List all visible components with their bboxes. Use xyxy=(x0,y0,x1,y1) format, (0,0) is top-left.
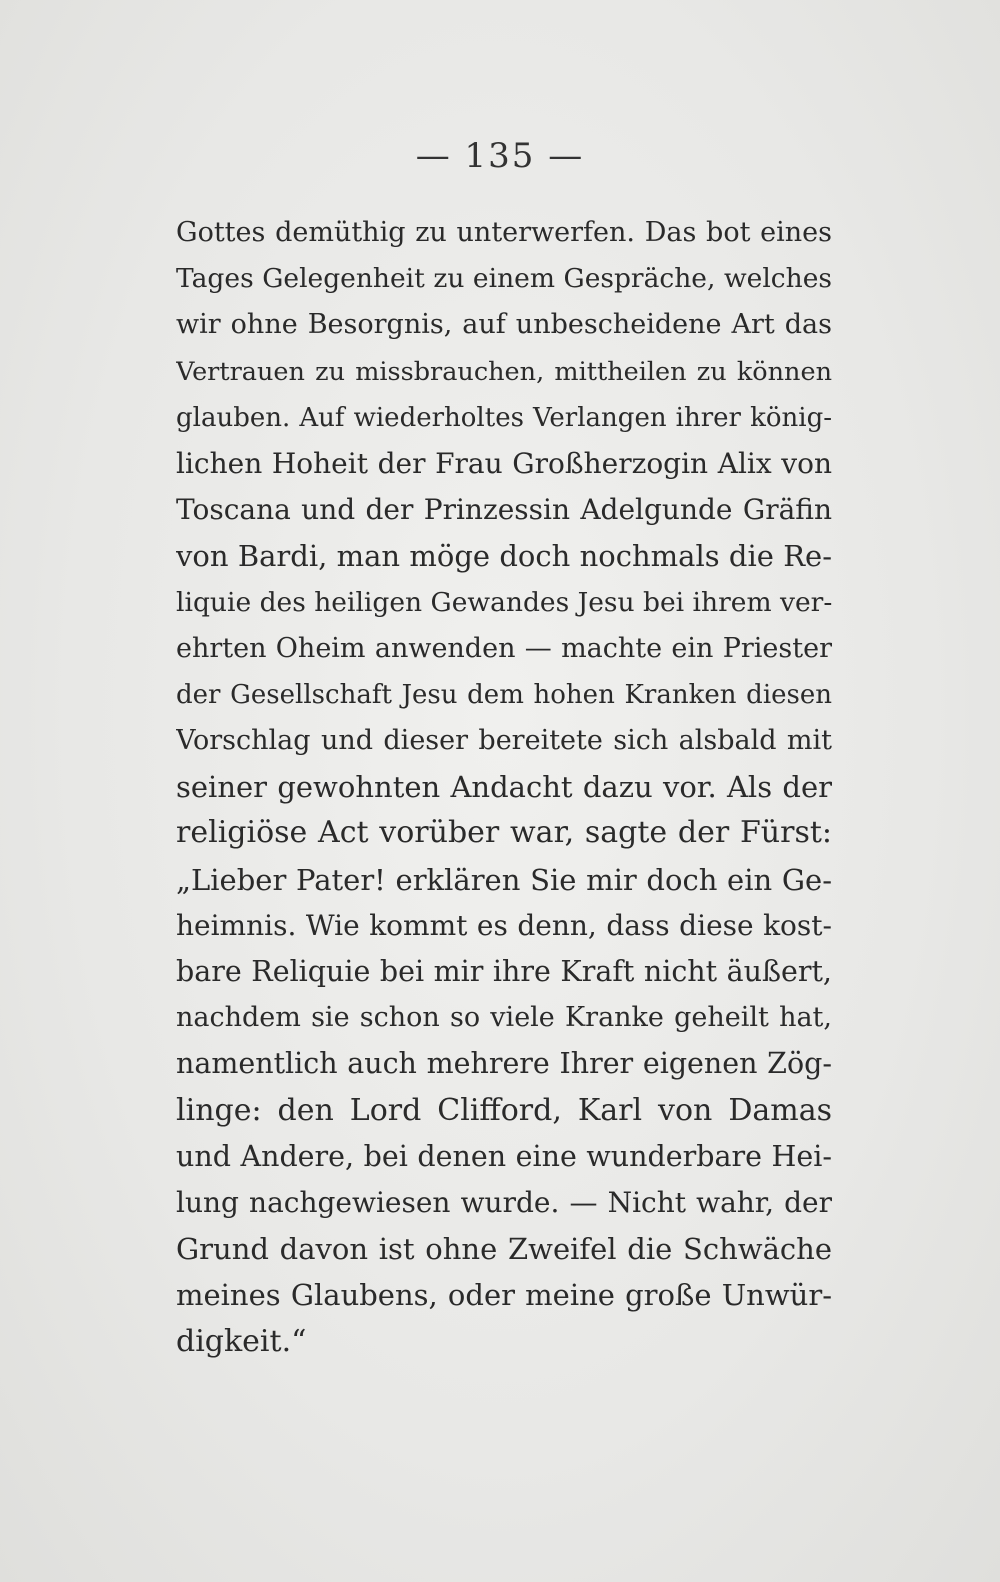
text-line: heimnis. Wie kommt es denn, dass diese kost- xyxy=(176,908,832,942)
text-line: meines Glaubens, oder meine große Unwür- xyxy=(176,1278,832,1313)
text-line: linge: den Lord Clifford, Karl von Damas xyxy=(176,1092,832,1128)
text-line: Vorschlag und dieser bereitete sich alsbald mit xyxy=(176,725,832,757)
text-line: namentlich auch mehrere Ihrer eigenen Zög- xyxy=(176,1047,832,1081)
text-line: Tages Gelegenheit zu einem Gespräche, welches xyxy=(176,263,832,295)
text-line: lichen Hoheit der Frau Großherzogin Alix von xyxy=(176,446,832,480)
text-line: seiner gewohnten Andacht dazu vor. Als der xyxy=(176,770,832,805)
text-line: bare Reliquie bei mir ihre Kraft nicht äußert, xyxy=(176,955,832,988)
text-line: der Gesellschaft Jesu dem hohen Kranken diesen xyxy=(176,679,832,710)
text-line: Vertrauen zu missbrauchen, mittheilen zu können xyxy=(176,356,832,387)
body-text xyxy=(176,210,832,1365)
text-line: von Bardi, man möge doch nochmals die Re- xyxy=(176,539,832,574)
text-line: liquie des heiligen Gewandes Jesu bei ihrem ver- xyxy=(176,586,832,618)
page-number: — 135 — xyxy=(415,136,585,176)
text-line: Gottes demüthig zu unterwerfen. Das bot eines xyxy=(176,217,832,248)
text-line: lung nachgewiesen wurde. — Nicht wahr, der xyxy=(176,1185,832,1219)
text-line: und Andere, bei denen eine wunderbare Hei- xyxy=(176,1139,832,1173)
text-line: Toscana und der Prinzessin Adelgunde Gräfin xyxy=(176,493,832,527)
text-line: ehrten Oheim anwenden — machte ein Priester xyxy=(176,632,832,664)
text-line: digkeit.“ xyxy=(176,1323,307,1359)
text-line: „Lieber Pater! erklären Sie mir doch ein Ge- xyxy=(176,862,832,897)
text-line: glauben. Auf wiederholtes Verlangen ihrer könig- xyxy=(176,402,832,433)
text-line: religiöse Act vorüber war, sagte der Fürst: xyxy=(176,815,832,851)
text-line: wir ohne Besorgnis, auf unbescheidene Art das xyxy=(176,309,832,341)
text-line: Grund davon ist ohne Zweifel die Schwäche xyxy=(176,1232,832,1267)
text-line: nachdem sie schon so viele Kranke geheilt hat, xyxy=(176,1002,832,1034)
